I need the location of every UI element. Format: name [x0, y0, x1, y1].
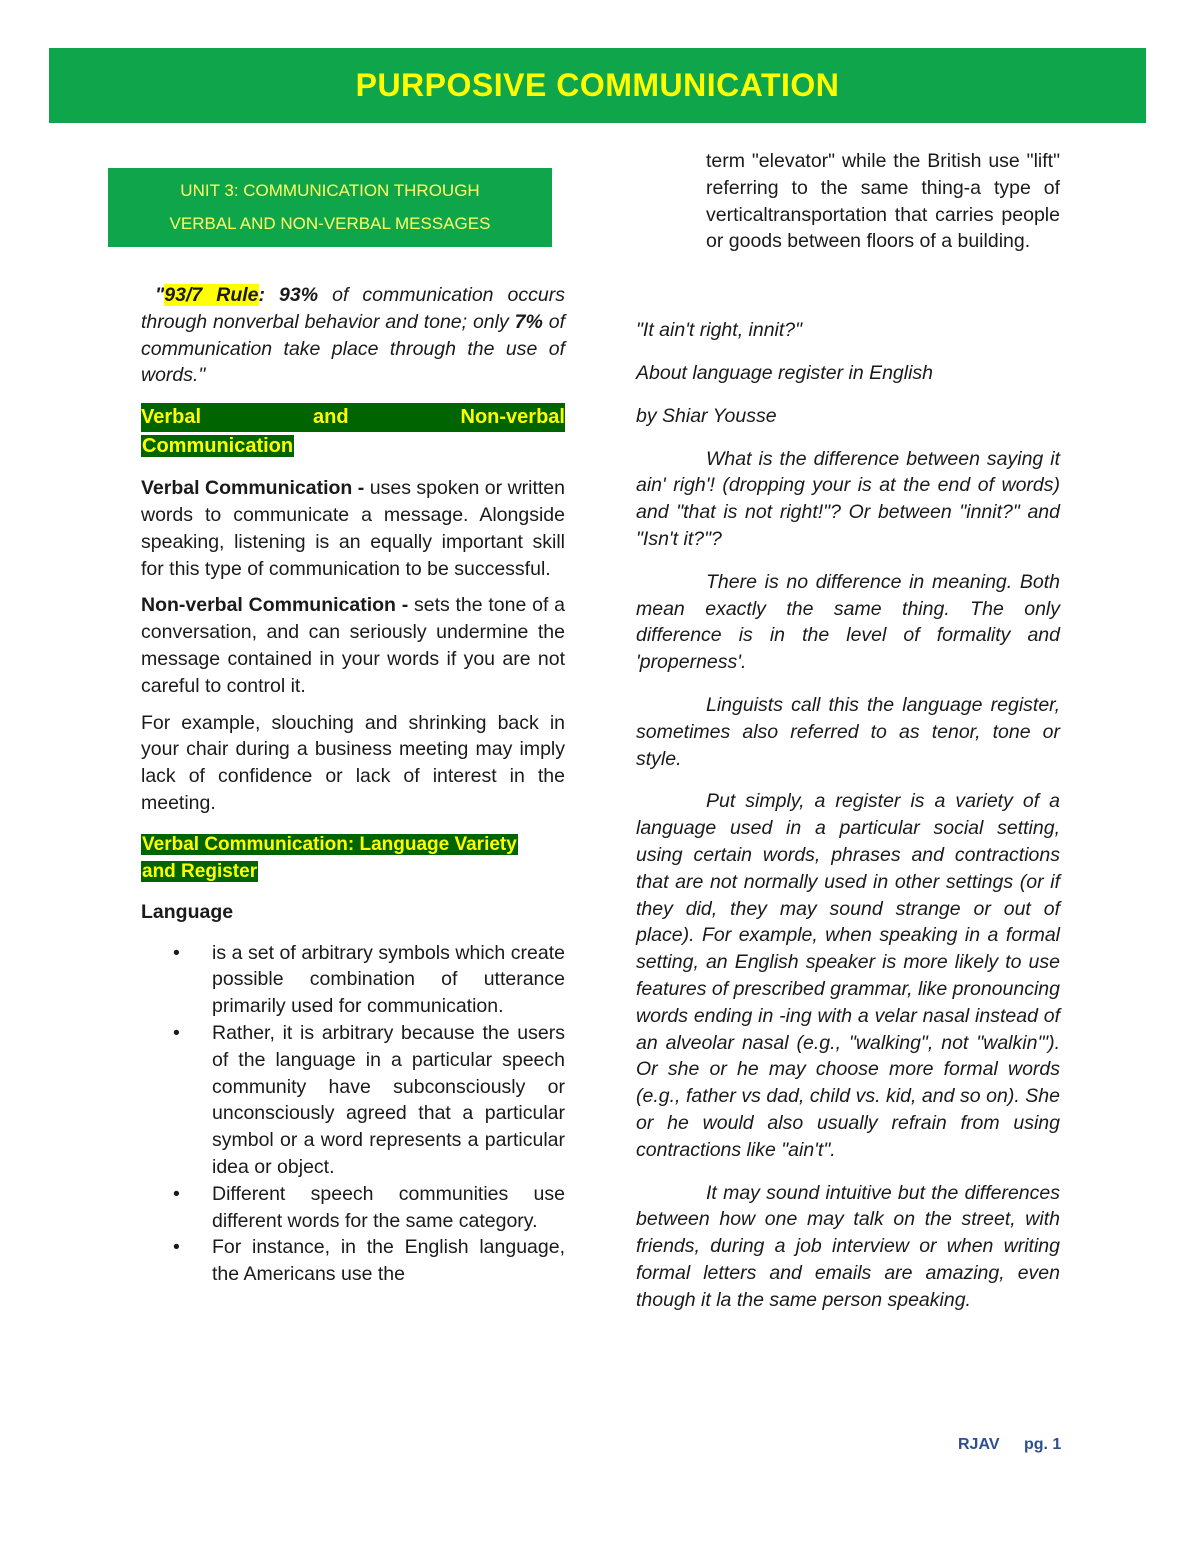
- article-paragraph: There is no difference in meaning. Both mean exactly the same thing. The only difference is in the level of formality and 'properness'.: [636, 570, 1060, 674]
- article-subtitle: About language register in English: [636, 361, 934, 384]
- unit-title-line2: VERBAL AND NON-VERBAL MESSAGES: [169, 214, 491, 233]
- heading-word: Non-verbal: [461, 403, 565, 432]
- heading-word: Verbal: [141, 403, 201, 432]
- article-paragraph: Linguists call this the language register, sometimes also referred to as tenor, tone or style.: [636, 693, 1060, 770]
- article-paragraph: What is the difference between saying it ain' righ'! (dropping your is at the end of words) and "that is not right!"? Or between "innit?" and "Isn't it?"?: [636, 447, 1060, 550]
- example-paragraph: For example, slouching and shrinking back in your chair during a business meeting may imply lack of confidence or lack of interest in the meeting.: [141, 711, 565, 814]
- bullet-icon: •: [173, 1182, 180, 1205]
- rule-quote: "93/7 Rule: 93% of communication occurs through nonverbal behavior and tone; only 7% of communication take place through the use of words.": [141, 284, 565, 387]
- right-column: [636, 148, 1060, 1313]
- nonverbal-term: Non-verbal Communication -: [141, 594, 409, 617]
- bullet-icon: •: [173, 1021, 180, 1044]
- page-title: PURPOSIVE COMMUNICATION: [355, 67, 840, 103]
- article-title: "It ain't right, innit?": [636, 319, 803, 342]
- rule-label: 93/7 Rule: [164, 284, 259, 306]
- verbal-definition: Verbal Communication - uses spoken or written words to communicate a message. Alongside speaking, listening is an equally important skill for this type of communication to be successful.: [141, 477, 565, 580]
- page-number: pg. 1: [1023, 1436, 1062, 1453]
- unit-title-box: [108, 168, 552, 247]
- language-bullet-list: [141, 940, 565, 1288]
- page-footer: [958, 1436, 1061, 1454]
- article-paragraph: Put simply, a register is a variety of a language used in a particular social setting, using certain words, phrases and contractions that are not normally used in other settings (or if they did, they may sound strange or out of place). For example, when speaking in a formal setting, an English speaker is more likely to use features of prescribed grammar, like pronouncing words ending in -ing with a velar nasal instead of an alveolar nasal (e.g., "walking", not "walkin'"). Or she or he may choose more formal words (e.g., father vs dad, child vs. kid, and so on). She or he would also usually refrain from using contractions like "ain't".: [636, 790, 1060, 1161]
- article-byline: by Shiar Yousse: [636, 404, 777, 427]
- heading-word: and: [313, 403, 349, 432]
- rule-pct-7: 7%: [514, 310, 543, 333]
- list-item: • For instance, in the English language, the Americans use the: [173, 1236, 565, 1286]
- list-item: • is a set of arbitrary symbols which create possible combination of utterance primarily used for communication.: [173, 941, 565, 1018]
- footer-initials: RJAV: [958, 1436, 1000, 1453]
- language-heading: Language: [141, 900, 234, 923]
- verbal-term: Verbal Communication -: [141, 477, 365, 500]
- section-heading-verbal-nonverbal: [141, 403, 565, 461]
- continuation-paragraph: term "elevator" while the British use "lift" referring to the same thing-a type of verticaltransportation that carries people or goods between floors of a building.: [706, 150, 1060, 253]
- list-item: • Rather, it is arbitrary because the users of the language in a particular speech community have subconsciously or unconsciously agreed that a particular symbol or a word represents a particular idea or object.: [173, 1021, 565, 1178]
- heading-line2: Communication: [142, 435, 294, 458]
- unit-title-line1: UNIT 3: COMMUNICATION THROUGH: [180, 181, 480, 200]
- article-paragraph: It may sound intuitive but the differences between how one may talk on the street, with friends, during a job interview or when writing formal letters and emails are amazing, even though it la the same person speaking.: [636, 1181, 1060, 1311]
- list-item: • Different speech communities use different words for the same category.: [173, 1182, 565, 1232]
- left-column: [141, 282, 565, 1288]
- bullet-icon: •: [173, 1236, 180, 1259]
- rule-pct-93: 93%: [279, 284, 319, 306]
- bullet-icon: •: [173, 941, 180, 964]
- nonverbal-definition: Non-verbal Communication - sets the tone of a conversation, and can seriously undermine the message contained in your words if you are not careful to control it.: [141, 594, 565, 697]
- section-heading-language-variety: Verbal Communication: Language Variety and Register: [142, 833, 517, 882]
- header-banner: [49, 48, 1146, 123]
